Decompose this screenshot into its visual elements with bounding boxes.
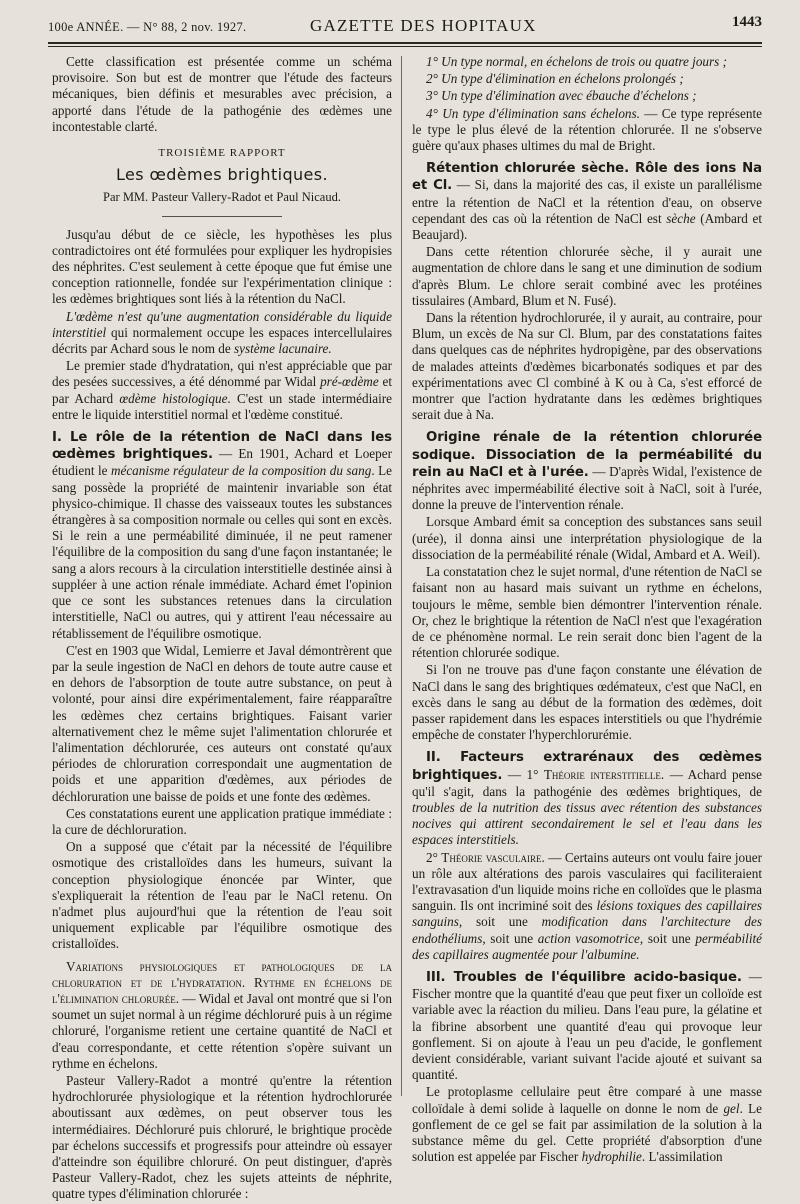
list-item	[412, 106, 762, 155]
paragraph: Lorsque Ambard émit sa conception des substances sans seuil (urée), il donna ainsi une interprétation physiologique de la dissociation de la perméabilité rénale (Widal, Ambard et A. Weil).	[412, 514, 762, 562]
text-run: — Ce type représente le type le plus élevé de la rétention chlorurée. Il ne s'observe guère qu'aux phases ultimes du mal de Bright.	[412, 105, 762, 154]
emphasis: modification dans l'architecture des endothéliums	[412, 914, 762, 946]
emphasis: sèche	[666, 210, 696, 226]
section-paragraph	[412, 429, 762, 513]
section-paragraph	[412, 749, 762, 848]
paragraph: Si l'on ne trouve pas d'une façon constante une élévation de NaCl dans le sang des brightiques œdémateux, c'est que NaCl, en excès dans le sang au début de la formation des œdèmes, doit passer rapidement dans les espaces interstitiels ou que l'hydrémie empêche de constater l'hyperchlorurémie.	[412, 662, 762, 743]
text-run: , soit une	[482, 930, 538, 946]
section-paragraph	[412, 969, 762, 1083]
emphasis: œdème histologique	[119, 390, 228, 406]
text-run: Le premier stade d'hydratation, qui n'est appréciable que par des pesées successives, a été dénommé par Widal	[52, 358, 392, 390]
text-run: et par Achard	[52, 374, 392, 406]
issue-info: 100e ANNÉE. — N° 88, 2 nov. 1927.	[48, 20, 247, 34]
paragraph	[412, 1084, 762, 1165]
emphasis: 4° Un type d'élimination sans échelons.	[426, 105, 640, 121]
journal-title: GAZETTE DES HOPITAUX	[310, 16, 537, 35]
emphasis: pré-œdème	[320, 374, 379, 390]
section-heading: III. Troubles de l'équilibre acido-basique.	[426, 969, 742, 985]
text-run: . L'assimilation	[641, 1149, 723, 1165]
text-run: — Si, dans la majorité des cas, il existe un parallélisme entre la rétention de NaCl et la rétention d'eau, on observe cependant des cas où la rétention de NaCl est	[412, 177, 762, 226]
section-heading: Rétention chlorurée sèche. Rôle des ions Na et Cl.	[412, 161, 762, 194]
text-run: qui normalement occupe les espaces intercellulaires décrits par Achard sous le nom de	[52, 324, 392, 357]
header-rule-thick	[48, 42, 762, 44]
intro-paragraph: Cette classification est présentée comme un schéma provisoire. Son but est de montrer que l'étude des facteurs mécaniques, bien définis et mesurables avec précision, a apporté dans l'étude de la pathogénie des œdèmes une incontestable clarté.	[52, 54, 392, 134]
header-rule-thin	[48, 46, 762, 47]
section-heading: Origine rénale de la rétention chlorurée sodique. Dissociation de la perméabilité du rein au NaCl et à l'urée.	[412, 430, 762, 480]
emphasis: lésions toxiques des capillaires sanguins	[412, 898, 763, 930]
list-item	[412, 71, 762, 87]
text-run: , soit une	[639, 930, 696, 946]
text-run: — Fischer montre que la quantité d'eau que peut fixer un colloïde est variable avec la réaction du milieu. Dans l'eau pure, la gélatine et la fibrine absorbent une quantité d'eau qui provoque leur gonflement. Si on ajoute à l'eau un peu d'acide, le gonflement devient considérable, variant suivant l'acide ajouté et suivant sa quantité.	[412, 968, 762, 1083]
paragraph: Dans la rétention hydrochlorurée, il y aurait, au contraire, pour Blum, un excès de Na sur Cl. Blum, par des constatations faites dans quelques cas de néphrites hydropigène, par des observations de malades atteints d'œdèmes bicarbonatés sodiques et par des expérimentations avec Cl combiné à K ou à Ca, s'est efforcé de montrer que l'action hydratante dans les œdèmes brightiques serait due à Na.	[412, 310, 762, 423]
small-caps-heading: Théorie interstitielle.	[543, 766, 665, 782]
paragraph: C'est en 1903 que Widal, Lemierre et Javal démontrèrent que par la seule ingestion de NaCl en dehors de toute autre cause et en dehors de l'absorption de toute autre substance, on peut à volonté, pour ainsi dire expérimentalement, faire réapparaître les œdèmes chez certains brightiques. Faisant varier alternativement chez le même sujet l'alimentation chlorurée et l'alimentation déchlorurée, ces auteurs ont constaté qu'aux périodes de chloruration correspondait une augmentation de poids et une apparition d'œdèmes, aux périodes de déchloruration une baisse de poids et une fonte des œdèmes.	[52, 642, 392, 804]
paragraph	[52, 309, 392, 358]
text-run: , soit une	[458, 914, 542, 930]
byline-rule	[162, 216, 282, 217]
emphasis: 2° Un type d'élimination en échelons prolongés ;	[426, 71, 684, 87]
emphasis: L'œdème n'est qu'une augmentation considérable du liquide interstitiel	[52, 308, 392, 340]
paragraph: Ces constatations eurent une application pratique immédiate : la cure de déchloruration.	[52, 805, 392, 837]
list-item	[412, 54, 762, 70]
small-caps-heading: Variations physiologiques et pathologiques de la chloruration et de l'hydratation. Rythme en échelons de l'élimination chlorurée.	[52, 958, 392, 1006]
byline: Par MM. Pasteur Vallery-Radot et Paul Nicaud.	[103, 190, 341, 205]
text-run: 2°	[426, 849, 442, 865]
emphasis: mécanisme régulateur de la composition du sang	[110, 463, 372, 479]
emphasis: perméabilité des capillaires augmentée pour l'albumine.	[412, 930, 762, 962]
paragraph: Dans cette rétention chlorurée sèche, il y aurait une augmentation de chlore dans le sang et une diminution de sodium d'après Blum. Le chlore serait combiné avec les protéines tissulaires (Ambard, Blum et N. Fusé).	[412, 244, 762, 308]
text-run: . Le gonflement de ce gel se fait par assimilation de la solution à la substance même du gel. Cette propriété d'absorption d'une solution est appelée par Fischer	[412, 1100, 762, 1165]
text-run: — 1°	[502, 766, 544, 782]
paragraph	[52, 358, 392, 423]
text-run: . Le sang possède la propriété de maintenir invariable son état physico-chimique. Il chasse des vaisseaux toutes les substances étrangères à sa composition normale ou celles qui sont en excès. Si le rein a une perméabilité diminuée, il ne peut ramener l'équilibre de la composition du sang d'une façon instantanée; le sang a alors recours à la circulation interstitielle destinée ainsi à suppléer à une action rénale immédiate. Achard émet l'opinion que ce sont les substances retenues dans la circulation interstitielle, NaCl ou autres, qui y attirent l'eau nécessaire au rétablissement de l'équilibre osmotique.	[52, 463, 393, 641]
text-run: — En 1901, Achard et Loeper étudient le	[52, 446, 392, 479]
column-divider	[401, 56, 402, 1096]
emphasis: action vasomotrice	[537, 930, 640, 946]
paragraph: Pasteur Vallery-Radot a montré qu'entre la rétention hydrochlorurée physiologique et la rétention hydrochlorurée aboutissant aux œdèmes, on peut observer tous les intermédiaires. Déchloruré puis chloruré, le brightique procède par échelons successifs et progressifs pour atteindre où essayer d'atteindre son équilibre chloruré. On peut distinguer, d'après Pasteur Vallery-Radot, chez les sujets atteints de néphrite, quatre types d'élimination chlorurée :	[52, 1072, 392, 1202]
section-heading: I. Le rôle de la rétention de NaCl dans les œdèmes brightiques.	[52, 430, 392, 463]
article-title: Les œdèmes brightiques.	[115, 165, 329, 185]
page-number: 1443	[732, 14, 762, 30]
text-run: — D'après Widal, l'existence de néphrites avec imperméabilité élective soit à NaCl, soit à l'urée, donne la preuve de l'intervention rénale.	[412, 463, 762, 513]
section-paragraph	[52, 429, 392, 642]
report-label: TROISIÈME RAPPORT	[158, 147, 286, 160]
paragraph: Jusqu'au début de ce siècle, les hypothèses les plus contradictoires ont été formulées pour expliquer les hydropisies des néphrites. C'est seulement à cette époque que fut émise une conception rationnelle, fondée sur l'expérimentation clinique : les œdèmes brightiques sont liés à la rétention du NaCl.	[52, 226, 392, 307]
paragraph: On a supposé que c'était par la nécessité de l'équilibre osmotique des cristalloïdes dans les humeurs, suivant la conception physiologique énoncée par Winter, que s'expliquerait la rétention de l'eau par le NaCl retenu. On n'admet plus aujourd'hui que la rétention de l'eau soit uniquement explicable par l'équilibre osmotique des cristalloïdes.	[52, 839, 392, 952]
right-column	[412, 54, 762, 1166]
paragraph	[412, 850, 762, 963]
section-paragraph	[412, 160, 762, 243]
left-column	[52, 54, 392, 1204]
running-header	[48, 14, 762, 40]
text-run: (Ambard et Beaujard).	[412, 210, 762, 243]
emphasis: gel	[723, 1100, 740, 1116]
emphasis: hydrophilie	[581, 1149, 642, 1165]
paragraph	[52, 959, 392, 1072]
emphasis: 1° Un type normal, en échelons de trois ou quatre jours ;	[426, 54, 727, 69]
paragraph: La constatation chez le sujet normal, d'une rétention de NaCl se faisant non au hasard mais suivant un rythme en échelons, toujours le même, semble bien démontrer l'intervention rénale. Or, chez le brightique la rétention de NaCl n'est que l'exagération de ce phénomène normal. Le rein serait donc bien l'agent de la rétention chlorurée sodique.	[412, 564, 762, 661]
emphasis: troubles de la nutrition des tissus avec rétention des substances nocives qui attirent secondairement le sel et l'eau dans les espaces interstitiels.	[412, 799, 762, 848]
list-item	[412, 88, 762, 104]
text-run: . C'est un stade intermédiaire entre le liquide interstitiel normal et l'œdème constitué.	[52, 390, 393, 422]
text-run: Le protoplasme cellulaire peut être comparé à une masse colloïdale à demi solide à laquelle on donne le nom de	[412, 1084, 762, 1116]
small-caps-heading: Théorie vasculaire.	[441, 849, 545, 865]
text-run: — Achard pense qu'il s'agit, dans la pathogénie des œdèmes brightiques, de	[412, 766, 762, 799]
text-run: — Widal et Javal ont montré que si l'on soumet un sujet normal à un régime déchloruré puis à un régime chloruré, l'organisme retient une certaine quantité de NaCl et d'eau correspondante, et cette rétention s'opère suivant un rythme en échelons.	[52, 990, 392, 1071]
emphasis: système lacunaire.	[234, 341, 332, 357]
text-run: — Certains auteurs ont voulu faire jouer un rôle aux altérations des parois vasculaires qui faciliteraient l'extravasation d'un liquide moins riche en colloïdes que le plasma sanguin. Ils ont incriminé soit des	[412, 849, 762, 914]
section-heading: II. Facteurs extrarénaux des œdèmes brightiques.	[412, 750, 762, 783]
emphasis: 3° Un type d'élimination avec ébauche d'échelons ;	[426, 88, 697, 104]
